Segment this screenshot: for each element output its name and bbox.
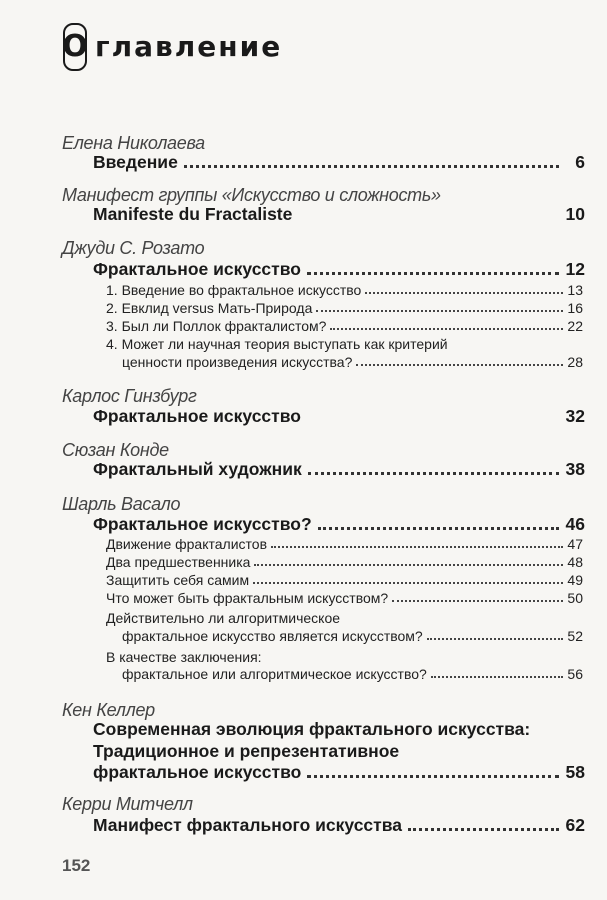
- toc-entry[interactable]: [93, 514, 585, 535]
- page-number: 6: [575, 152, 585, 172]
- toc-subentry[interactable]: [106, 590, 583, 606]
- subentry-title: 2. Евклид versus Мать-Природа: [106, 300, 313, 316]
- leader-dots: [307, 775, 559, 778]
- page-folio: 152: [62, 856, 91, 875]
- page-number: 50: [567, 590, 583, 606]
- entry-title-line: Современная эволюция фрактального искусства:: [93, 719, 531, 739]
- subentry-title: 1. Введение во фрактальное искусство: [106, 282, 362, 298]
- author-name: Керри Митчелл: [62, 794, 193, 814]
- leader-spacer: [307, 419, 559, 422]
- toc-entry[interactable]: [93, 152, 585, 173]
- toc-entry[interactable]: [93, 204, 585, 225]
- leader-dots: [271, 546, 563, 548]
- page-number: 62: [565, 815, 585, 835]
- subentry-title: фрактальное или алгоритмическое искусство?: [122, 666, 427, 682]
- toc-subentry[interactable]: [106, 282, 583, 298]
- leader-dots: [184, 165, 559, 168]
- subentry-title-line: Действительно ли алгоритмическое: [106, 610, 341, 626]
- leader-dots: [431, 676, 564, 678]
- page-number: 12: [565, 259, 585, 279]
- subentry-title: Движение фракталистов: [106, 536, 267, 552]
- leader-dots: [408, 828, 559, 831]
- entry-title: Фрактальный художник: [93, 459, 302, 479]
- toc-subentry[interactable]: [122, 354, 583, 370]
- toc-entry[interactable]: [93, 762, 585, 783]
- subentry-title-line: В качестве заключения:: [106, 649, 262, 665]
- toc-subentry[interactable]: [106, 572, 583, 588]
- page-number: 32: [565, 406, 585, 426]
- leader-dots: [330, 328, 563, 330]
- subentry-title: фрактальное искусство является искусством?: [122, 628, 423, 644]
- toc-subentry[interactable]: [122, 628, 583, 644]
- page-number: 52: [567, 628, 583, 644]
- page-number: 58: [565, 762, 585, 782]
- entry-title: Фрактальное искусство?: [93, 514, 312, 534]
- toc-entry[interactable]: [93, 815, 585, 836]
- author-name: Сюзан Конде: [62, 440, 169, 460]
- entry-title: Manifeste du Fractaliste: [93, 204, 293, 224]
- leader-dots: [254, 564, 563, 566]
- leader-dots: [427, 638, 564, 640]
- toc-entry[interactable]: [93, 459, 585, 480]
- entry-title: Фрактальное искусство: [93, 406, 301, 426]
- entry-title: Фрактальное искусство: [93, 259, 301, 279]
- page-number: 13: [567, 282, 583, 298]
- toc-heading: [63, 22, 282, 72]
- page-number: 22: [567, 318, 583, 334]
- page-number: 38: [565, 459, 585, 479]
- toc-subentry[interactable]: [106, 536, 583, 552]
- author-name: Карлос Гинзбург: [62, 386, 197, 406]
- author-name: Шарль Васало: [62, 494, 181, 514]
- page-number: 49: [567, 572, 583, 588]
- leader-dots: [308, 472, 559, 475]
- author-name: Кен Келлер: [62, 700, 155, 720]
- subentry-title: ценности произведения искусства?: [122, 354, 353, 370]
- heading-initial-box: О: [63, 23, 87, 71]
- page-number: 10: [565, 204, 585, 224]
- author-name: Манифест группы «Искусство и сложность»: [62, 185, 441, 205]
- toc-subentry[interactable]: [106, 318, 583, 334]
- leader-dots: [392, 600, 563, 602]
- toc-subentry[interactable]: [106, 554, 583, 570]
- leader-dots: [253, 582, 563, 584]
- page-number: 47: [567, 536, 583, 552]
- entry-title: фрактальное искусство: [93, 762, 302, 782]
- subentry-title: Два предшественника: [106, 554, 251, 570]
- page-number: 56: [567, 666, 583, 682]
- page-number: 16: [567, 300, 583, 316]
- author-name: Джуди С. Розато: [62, 238, 205, 258]
- entry-title: Манифест фрактального искусства: [93, 815, 402, 835]
- entry-title-line: Традиционное и репрезентативное: [93, 741, 400, 761]
- leader-dots: [307, 272, 559, 275]
- page-number: 28: [567, 354, 583, 370]
- leader-dots: [356, 364, 563, 366]
- leader-dots: [318, 527, 559, 530]
- entry-title: Введение: [93, 152, 178, 172]
- toc-subentry[interactable]: [106, 300, 583, 316]
- author-name: Елена Николаева: [62, 133, 205, 153]
- subentry-title: 3. Был ли Поллок фракталистом?: [106, 318, 327, 334]
- toc-entry[interactable]: [93, 406, 585, 427]
- toc-entry[interactable]: [93, 259, 585, 280]
- page-number: 48: [567, 554, 583, 570]
- page-number: 46: [565, 514, 585, 534]
- leader-dots: [365, 292, 563, 294]
- subentry-title-line: 4. Может ли научная теория выступать как критерий: [106, 336, 448, 352]
- heading-text: главление: [95, 30, 283, 63]
- subentry-title: Защитить себя самим: [106, 572, 250, 588]
- leader-dots: [316, 310, 563, 312]
- leader-spacer: [298, 217, 559, 220]
- subentry-title: Что может быть фрактальным искусством?: [106, 590, 389, 606]
- toc-subentry[interactable]: [122, 666, 583, 682]
